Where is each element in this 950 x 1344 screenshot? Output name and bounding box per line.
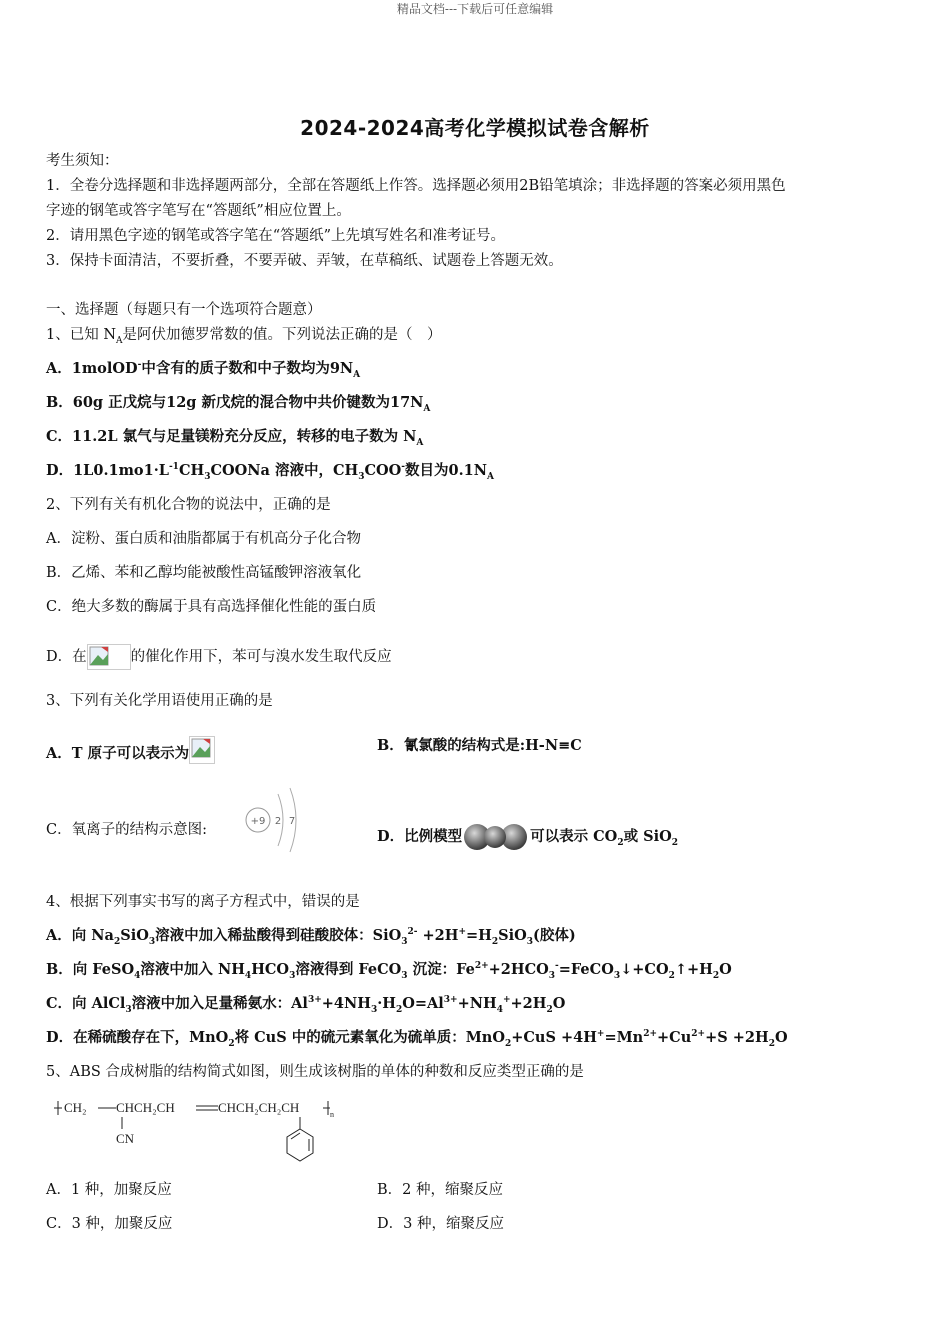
q3-stem: 3、下列有关化学用语使用正确的是 bbox=[46, 693, 273, 709]
q1-option-c: C．11.2L 氯气与足量镁粉充分反应，转移的电子数为 $N_A$ bbox=[46, 428, 424, 448]
notice-item-2: 2．请用黑色字迹的钢笔或答字笔在“答题纸”上先填写姓名和准考证号。 bbox=[46, 228, 506, 244]
q4-option-a: A．向 $Na_2SiO_3$溶液中加入稀盐酸得到硅酸胶体：$SiO_3^{2-} +2H^+=H_2SiO_3$(胶体) bbox=[46, 927, 576, 947]
notice-item-1-cont: 字迹的钢笔或答字笔写在“答题纸”相应位置上。 bbox=[46, 203, 351, 219]
nucleus-charge: +9 bbox=[250, 816, 266, 827]
q4-option-c: C．向 AlCl$_3$溶液中加入足量稀氨水：$Al^{3+}+4NH_3\cdot H_2O=Al^{3+}+NH_4^++2H_2O$ bbox=[46, 995, 566, 1015]
page-title: 2024-2024高考化学模拟试卷含解析 bbox=[300, 116, 650, 140]
header-note: 精品文档---下载后可任意编辑 bbox=[396, 2, 554, 16]
q4-option-b: B．向 FeSO$_4$溶液中加入 $NH_4HCO_3$溶液得到 FeCO$_3$ 沉淀：$Fe^{2+}+2HCO_3^-=FeCO_3↓+CO_2↑+H_2O$ bbox=[46, 961, 732, 981]
q5-option-a: A．1 种，加聚反应 bbox=[46, 1182, 172, 1198]
q4-option-d: D．在稀硫酸存在下，MnO$_2$将 CuS 中的硫元素氧化为硫单质：$MnO_2+CuS +4H^+=Mn^{2+}+Cu^{2+}+S +2H_2O$ bbox=[46, 1029, 788, 1049]
chain-segment-1: CH₂ bbox=[64, 1100, 87, 1115]
broken-image-icon bbox=[87, 644, 131, 670]
nitrile-group: CN bbox=[116, 1131, 135, 1146]
abs-resin-structure bbox=[50, 1093, 350, 1169]
q1-option-a: A．1molOD-中含有的质子数和中子数均为$9N_A$ bbox=[46, 360, 361, 380]
notice-item-3: 3．保持卡面清洁，不要折叠，不要弄破、弄皱，在草稿纸、试题卷上答题无效。 bbox=[46, 253, 563, 269]
shell-2-electrons: 7 bbox=[288, 816, 296, 827]
shell-1-electrons: 2 bbox=[274, 816, 282, 827]
q1-option-b: B．60g 正戊烷与12g 新戊烷的混合物中共价键数为$17N_A$ bbox=[46, 394, 431, 414]
section-heading: 一、选择题（每题只有一个选项符合题意） bbox=[46, 302, 322, 318]
notice-heading: 考生须知： bbox=[46, 153, 119, 169]
q3-option-c: C．氧离子的结构示意图: bbox=[46, 822, 207, 838]
space-filling-model-image bbox=[462, 820, 530, 854]
q5-option-c: C．3 种，加聚反应 bbox=[46, 1216, 173, 1232]
q3-option-b: B．氰氯酸的结构式是:H-N≡C bbox=[377, 737, 582, 754]
q1-option-d: D．$1L0.1mo1\cdot L^{-1}CH_3COONa$ 溶液中，$CH_3COO^-$数目为$0.1N_A$ bbox=[46, 462, 494, 482]
q1-stem: 1、已知 $N_A$是阿伏加德罗常数的值。下列说法正确的是（ ） bbox=[46, 327, 442, 346]
q5-stem: 5、ABS 合成树脂的结构简式如图，则生成该树脂的单体的种数和反应类型正确的是 bbox=[46, 1064, 584, 1080]
q5-option-d: D．3 种，缩聚反应 bbox=[377, 1216, 504, 1232]
oxygen-ion-structure-diagram bbox=[238, 782, 302, 854]
q4-stem: 4、根据下列事实书写的离子方程式中，错误的是 bbox=[46, 894, 360, 910]
q2-stem: 2、下列有关有机化合物的说法中，正确的是 bbox=[46, 497, 331, 513]
q5-option-b: B．2 种，缩聚反应 bbox=[377, 1182, 503, 1198]
q3-option-d: D．比例模型 可以表示 $CO_2$或 SiO$_2$ bbox=[377, 820, 678, 854]
notice-item-1: 1．全卷分选择题和非选择题两部分，全部在答题纸上作答。选择题必须用2B铅笔填涂；非选择题的答案必须用黑色 bbox=[46, 178, 786, 194]
q2-option-c: C．绝大多数的酶属于具有高选择催化性能的蛋白质 bbox=[46, 599, 377, 615]
q2-option-a: A．淀粉、蛋白质和油脂都属于有机高分子化合物 bbox=[46, 531, 361, 547]
broken-image-icon bbox=[189, 736, 215, 764]
chain-segment-3: CHCH₂CH₂CH bbox=[218, 1100, 300, 1115]
repeat-count-n: n bbox=[330, 1110, 334, 1119]
q2-option-b: B．乙烯、苯和乙醇均能被酸性高锰酸钾溶液氧化 bbox=[46, 565, 362, 581]
q3-option-a: A．T 原子可以表示为 bbox=[46, 736, 215, 764]
q2-option-d: D．在 的催化作用下，苯可与溴水发生取代反应 bbox=[46, 644, 392, 670]
chain-segment-2: CHCH₂CH bbox=[116, 1100, 175, 1115]
